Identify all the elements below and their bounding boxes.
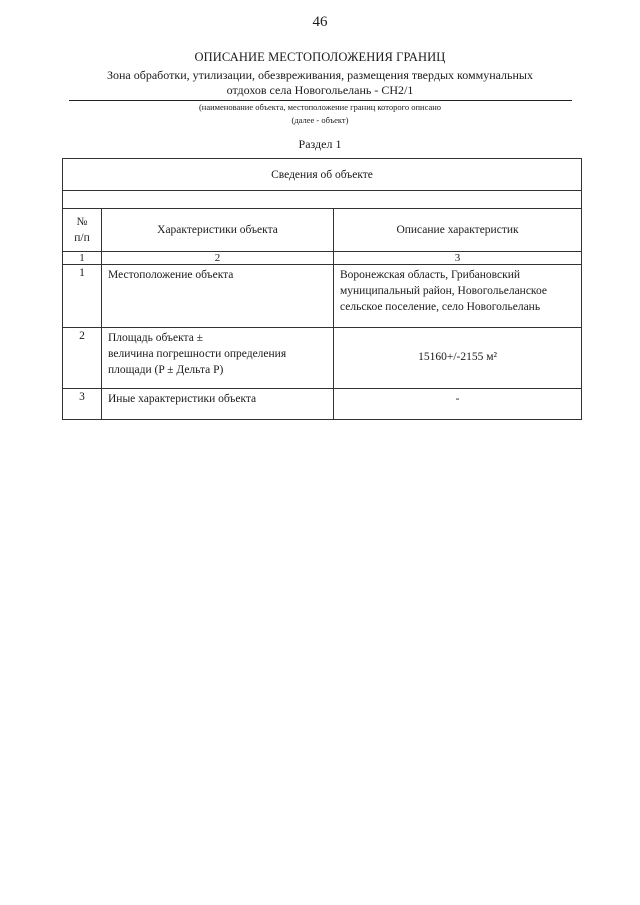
row-characteristic bbox=[102, 389, 334, 420]
row-description: - bbox=[334, 389, 582, 420]
row-number: 2 bbox=[63, 328, 102, 389]
object-name-caption-1: (наименование объекта, местоположение границ которого описано bbox=[198, 102, 442, 112]
row-characteristic-line: величина погрешности определения bbox=[108, 348, 287, 360]
object-info-table bbox=[62, 158, 582, 420]
row-characteristic-line: Местоположение объекта bbox=[108, 269, 234, 281]
section-title: Раздел 1 bbox=[298, 137, 342, 151]
column-number-2: 2 bbox=[102, 252, 334, 265]
row-characteristic-line: Площадь объекта ± bbox=[108, 332, 203, 344]
object-name-underline bbox=[69, 100, 572, 101]
row-number: 3 bbox=[63, 389, 102, 420]
column-header-description: Описание характеристик bbox=[334, 209, 582, 252]
document-title: ОПИСАНИЕ МЕСТОПОЛОЖЕНИЯ ГРАНИЦ bbox=[194, 50, 446, 64]
row-number: 1 bbox=[63, 265, 102, 328]
table-header: Сведения об объекте bbox=[63, 159, 582, 191]
table-row bbox=[63, 389, 582, 420]
row-characteristic-line: площади (P ± Дельта P) bbox=[108, 364, 224, 376]
row-description bbox=[334, 265, 582, 328]
object-name-line-1: Зона обработки, утилизации, обезвреживания, размещения твердых коммунальных bbox=[106, 68, 533, 82]
row-description-line: Воронежская область, Грибановский bbox=[340, 269, 521, 281]
object-name-caption-2: (далее - объект) bbox=[291, 115, 349, 125]
row-description-line: муниципальный район, Новогольеланское bbox=[340, 285, 547, 297]
column-number-1: 1 bbox=[63, 252, 102, 265]
object-name-line-2: отдохов села Новогольелань - СН2/1 bbox=[226, 83, 414, 97]
table-row bbox=[63, 328, 582, 389]
column-number-3: 3 bbox=[334, 252, 582, 265]
column-header-number-line-2: п/п bbox=[74, 232, 90, 244]
table-row bbox=[63, 265, 582, 328]
row-characteristic-line: Иные характеристики объекта bbox=[108, 393, 257, 405]
column-header-number-line-1: № bbox=[76, 216, 88, 228]
row-characteristic bbox=[102, 328, 334, 389]
row-description-line: сельское поселение, село Новогольелань bbox=[340, 301, 541, 313]
page-number: 46 bbox=[312, 14, 328, 30]
row-description: 15160+/-2155 м² bbox=[334, 328, 582, 389]
object-name bbox=[70, 68, 570, 98]
column-header-number bbox=[63, 209, 102, 252]
column-header-characteristics: Характеристики объекта bbox=[102, 209, 334, 252]
table-spacer-row bbox=[63, 191, 582, 209]
row-characteristic bbox=[102, 265, 334, 328]
